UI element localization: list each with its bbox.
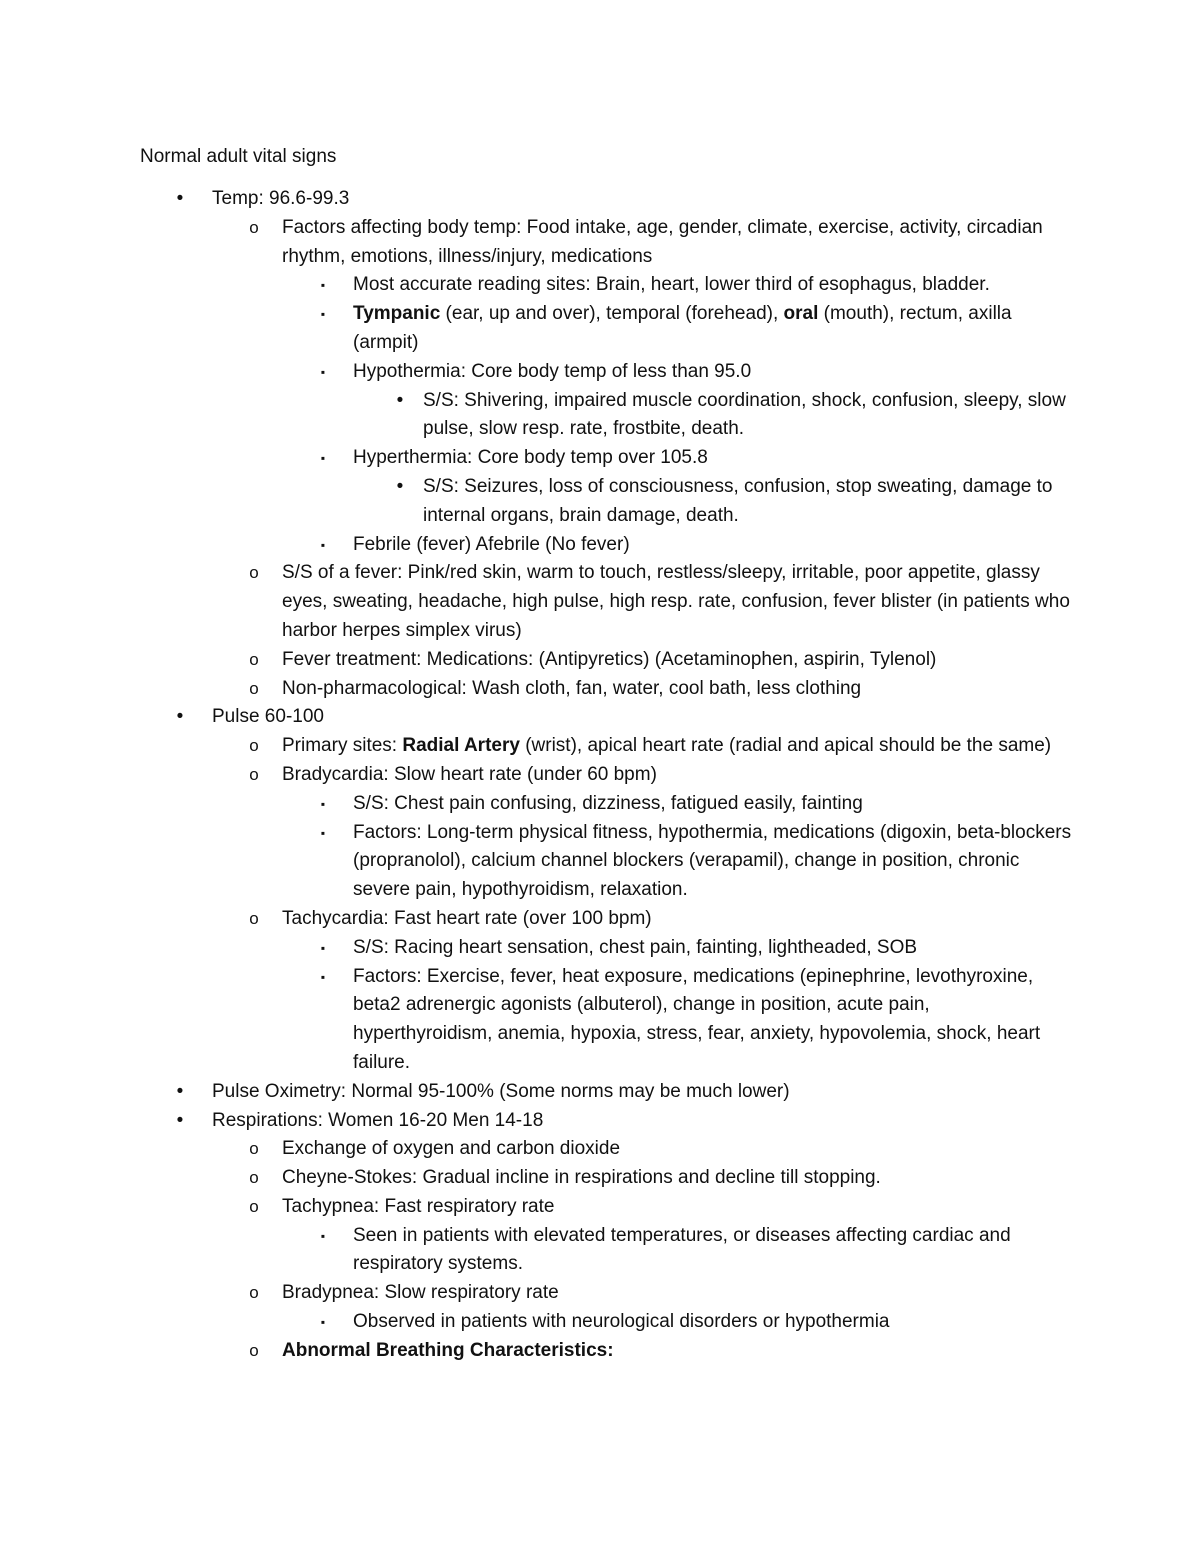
circle-marker: o [249, 1196, 259, 1216]
list-item-exchange: o Exchange of oxygen and carbon dioxide [0, 1135, 1072, 1164]
circle-marker: o [249, 908, 259, 928]
square-marker: ▪ [320, 1315, 326, 1330]
list-item-temp-sites: ▪ Tympanic (ear, up and over), temporal (forehead), oral (mouth), rectum, axilla (armpit) [0, 300, 1073, 358]
bold-term-tympanic: Tympanic [353, 303, 441, 325]
list-item-temp-factors: o Factors affecting body temp: Food intake, age, gender, climate, exercise, activity, circadian rhythm, emotions, illness/injury, medications [0, 214, 1072, 272]
list-item-hyperthermia-ss: • S/S: Seizures, loss of consciousness, confusion, stop sweating, damage to internal organs, brain damage, death. [0, 473, 1073, 531]
list-item-pulse: • Pulse 60-100 [0, 703, 1072, 732]
circle-marker: o [249, 1168, 259, 1188]
circle-marker: o [249, 1283, 259, 1303]
square-marker: ▪ [320, 451, 326, 466]
circle-marker: o [249, 1139, 259, 1159]
list-item-hypothermia: ▪ Hypothermia: Core body temp of less than 95.0 [0, 358, 1073, 387]
list-item-hyperthermia: ▪ Hyperthermia: Core body temp over 105.8 [0, 444, 1073, 473]
circle-marker: o [249, 1340, 259, 1360]
list-item-bradycardia-ss: ▪ S/S: Chest pain confusing, dizziness, fatigued easily, fainting [0, 790, 1073, 819]
list-item-cheyne-stokes: o Cheyne-Stokes: Gradual incline in respirations and decline till stopping. [0, 1164, 1072, 1193]
list-item-temp: • Temp: 96.6-99.3 [0, 185, 1072, 214]
square-marker: ▪ [320, 307, 326, 322]
square-marker: ▪ [320, 969, 326, 984]
list-item-bradycardia: o Bradycardia: Slow heart rate (under 60 bpm) [0, 761, 1072, 790]
square-marker: ▪ [320, 796, 326, 811]
circle-marker: o [249, 563, 259, 583]
square-marker: ▪ [320, 278, 326, 293]
list-item-tachycardia-ss: ▪ S/S: Racing heart sensation, chest pain, fainting, lightheaded, SOB [0, 934, 1073, 963]
list-item-febrile: ▪ Febrile (fever) Afebrile (No fever) [0, 531, 1073, 560]
bullet-marker: • [176, 1080, 184, 1102]
list-item-accurate-sites: ▪ Most accurate reading sites: Brain, heart, lower third of esophagus, bladder. [0, 271, 1073, 300]
circle-marker: o [249, 736, 259, 756]
circle-marker: o [249, 649, 259, 669]
list-item-respirations: • Respirations: Women 16-20 Men 14-18 [0, 1107, 1072, 1136]
bold-term-radial-artery: Radial Artery [402, 735, 520, 757]
bullet-marker: • [176, 1109, 184, 1131]
list-item-tachypnea: o Tachypnea: Fast respiratory rate [0, 1193, 1072, 1222]
list-item-non-pharm: o Non-pharmacological: Wash cloth, fan, water, cool bath, less clothing [0, 675, 1072, 704]
bullet-marker: • [176, 706, 184, 728]
list-item-fever-treatment: o Fever treatment: Medications: (Antipyretics) (Acetaminophen, aspirin, Tylenol) [0, 646, 1072, 675]
list-item-hypothermia-ss: • S/S: Shivering, impaired muscle coordination, shock, confusion, sleepy, slow pulse, slow resp. rate, frostbite, death. [0, 387, 1073, 445]
document-title: Normal adult vital signs [140, 146, 337, 167]
list-item-bradypnea: o Bradypnea: Slow respiratory rate [0, 1279, 1072, 1308]
square-marker: ▪ [320, 1228, 326, 1243]
circle-marker: o [249, 678, 259, 698]
bullet-marker: • [396, 475, 404, 497]
square-marker: ▪ [320, 825, 326, 840]
bullet-marker: • [396, 389, 404, 411]
list-item-bradycardia-factors: ▪ Factors: Long-term physical fitness, hypothermia, medications (digoxin, beta-blockers (propranolol), calcium channel blockers (verapamil), change in position, chronic severe pain, hypothyroidism, relaxation. [0, 819, 1073, 905]
notes-list [0, 185, 1200, 1366]
list-item-fever-ss: o S/S of a fever: Pink/red skin, warm to touch, restless/sleepy, irritable, poor appetite, glassy eyes, sweating, headache, high pulse, high resp. rate, confusion, fever blister (in patients who harbor herpes simplex virus) [0, 559, 1072, 645]
list-item-tachycardia: o Tachycardia: Fast heart rate (over 100 bpm) [0, 905, 1072, 934]
list-item-pulse-sites: o Primary sites: Radial Artery (wrist), apical heart rate (radial and apical should be the same) [0, 732, 1072, 761]
list-item-pulse-oximetry: • Pulse Oximetry: Normal 95-100% (Some norms may be much lower) [0, 1078, 1072, 1107]
list-item-abnormal-breathing: o Abnormal Breathing Characteristics: [0, 1337, 1072, 1366]
circle-marker: o [249, 764, 259, 784]
bullet-marker: • [176, 188, 184, 209]
list-item-bradypnea-note: ▪ Observed in patients with neurological disorders or hypothermia [0, 1308, 1073, 1337]
square-marker: ▪ [320, 537, 326, 552]
circle-marker: o [249, 217, 259, 237]
square-marker: ▪ [320, 364, 326, 379]
list-item-tachycardia-factors: ▪ Factors: Exercise, fever, heat exposure, medications (epinephrine, levothyroxine, beta2 adrenergic agonists (albuterol), change in position, acute pain, hyperthyroidism, anemia, hypoxia, stress, fear, anxiety, hypovolemia, shock, heart failure. [0, 963, 1073, 1078]
bold-term-oral: oral [783, 303, 819, 325]
list-item-tachypnea-note: ▪ Seen in patients with elevated temperatures, or diseases affecting cardiac and respiratory systems. [0, 1222, 1073, 1280]
square-marker: ▪ [320, 940, 326, 955]
